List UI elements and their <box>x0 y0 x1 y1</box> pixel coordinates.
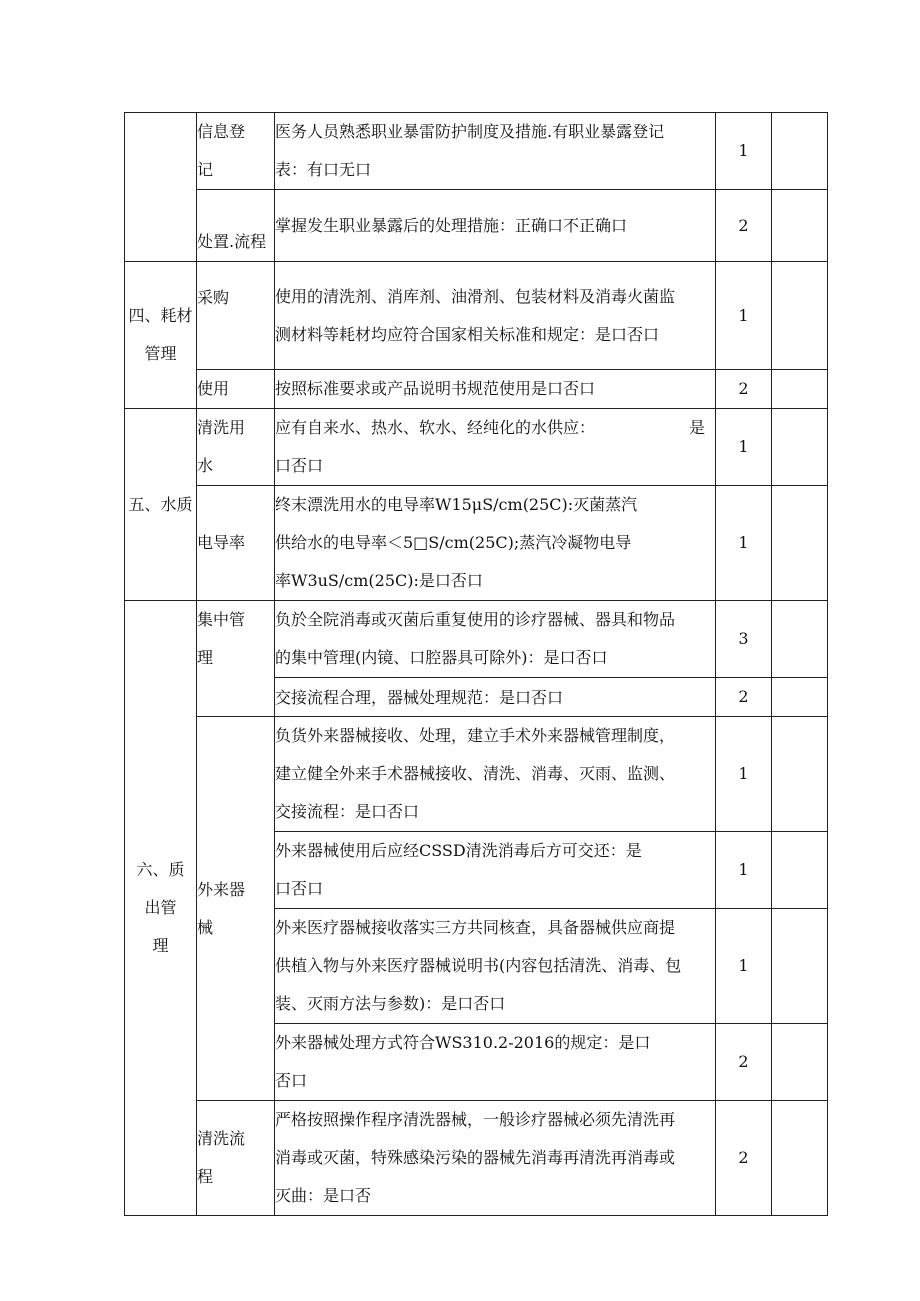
subcategory-cell <box>197 717 275 1101</box>
requirement-line: 表：有口无口 <box>275 160 372 179</box>
score-cell: 1 <box>716 409 772 486</box>
category-cell <box>125 262 197 409</box>
requirement-line: 口否口 <box>275 879 324 898</box>
score-cell: 2 <box>716 1101 772 1216</box>
table-row <box>125 1101 828 1216</box>
requirement-line: 负於全院消毒或灭菌后重复使用的诊疗器械、器具和物品 <box>275 610 676 629</box>
subcategory-line: 处置.流程 <box>197 232 267 251</box>
requirement-line: 交接流程合理，器械处理规范：是口否口 <box>275 687 564 707</box>
score-cell: 1 <box>716 832 772 909</box>
result-cell[interactable] <box>772 370 828 409</box>
subcategory-line: 清洗流 <box>197 1129 246 1148</box>
subcategory-cell <box>197 190 275 262</box>
result-cell[interactable] <box>772 601 828 678</box>
requirement-line: 负货外来器械接收、处理，建立手术外来器械管理制度， <box>275 726 676 745</box>
category-cell <box>125 601 197 1216</box>
table-row <box>125 113 828 190</box>
category-line: 四、耗材 <box>128 306 193 325</box>
requirement-line: 否口 <box>275 1071 308 1090</box>
subcategory-cell <box>197 1101 275 1216</box>
subcategory-line: 信息登 <box>197 122 246 141</box>
requirement-line: 供给水的电导率＜5□S∕cm(25C);蒸汽冷凝物电导 <box>275 533 632 552</box>
result-cell[interactable] <box>772 717 828 832</box>
category-cell <box>125 409 197 601</box>
category-line: 六、质 <box>136 860 185 879</box>
category-line: 管理 <box>144 344 177 363</box>
requirement-cell <box>275 909 716 1024</box>
checklist-page <box>124 112 827 1216</box>
requirement-line: 口否口 <box>275 456 324 475</box>
subcategory-cell <box>197 601 275 717</box>
requirement-line: 医务人员熟悉职业暴雷防护制度及措施.有职业暴露登记 <box>275 122 665 141</box>
requirement-line: 外来器械处理方式符合WS310.2-2016的规定：是口 <box>275 1033 651 1052</box>
table-row <box>125 190 828 262</box>
table-row <box>125 262 828 370</box>
subcategory-cell <box>197 409 275 486</box>
requirement-cell <box>275 370 716 409</box>
subcategory-line: 集中管 <box>197 610 246 629</box>
category-line: 出管 <box>144 898 177 917</box>
score-cell: 2 <box>716 1024 772 1101</box>
result-cell[interactable] <box>772 262 828 370</box>
requirement-line: 外来医疗器械接收落实三方共同核查，具备器械供应商提 <box>275 918 676 937</box>
score-cell: 2 <box>716 678 772 717</box>
subcategory-cell <box>197 370 275 409</box>
requirement-cell <box>275 678 716 717</box>
subcategory-cell <box>197 262 275 370</box>
inspection-table <box>124 112 828 1216</box>
result-cell[interactable] <box>772 909 828 1024</box>
requirement-line: 灭曲：是口否 <box>275 1186 372 1205</box>
subcategory-line: 清洗用 <box>197 418 246 437</box>
requirement-line: 掌握发生职业暴露后的处理措施：正确口不正确口 <box>275 215 628 235</box>
requirement-cell <box>275 1101 716 1216</box>
requirement-line: 严格按照操作程序清洗器械，一般诊疗器械必须先清洗再 <box>275 1110 676 1129</box>
subcategory-cell <box>197 113 275 190</box>
category-cell-blank <box>125 113 197 262</box>
subcategory-line: 使用 <box>197 379 230 398</box>
score-cell: 1 <box>716 717 772 832</box>
requirement-cell <box>275 1024 716 1101</box>
category-line: 理 <box>152 936 169 955</box>
subcategory-cell <box>197 486 275 601</box>
score-cell: 2 <box>716 190 772 262</box>
requirement-line: 装、灭雨方法与参数)：是口否口 <box>275 994 506 1013</box>
subcategory-line: 械 <box>197 917 214 937</box>
requirement-line: 按照标准要求或产品说明书规范使用是口否口 <box>275 379 596 398</box>
table-row <box>125 370 828 409</box>
score-cell: 1 <box>716 486 772 601</box>
result-cell[interactable] <box>772 190 828 262</box>
result-cell[interactable] <box>772 409 828 486</box>
table-row <box>125 717 828 832</box>
requirement-line: 建立健全外来手术器械接收、清洗、消毒、灭雨、监测、 <box>275 764 676 783</box>
result-cell[interactable] <box>772 113 828 190</box>
requirement-answer-yes: 是 <box>688 418 705 437</box>
requirement-line: 终末漂洗用水的电导率W15μS∕cm(25C):灭菌蒸汽 <box>275 495 638 514</box>
subcategory-line: 水 <box>197 456 214 475</box>
requirement-line: 使用的清洗剂、消库剂、油滑剂、包装材料及消毒火菌监 <box>275 286 676 306</box>
subcategory-line: 理 <box>197 648 214 667</box>
result-cell[interactable] <box>772 832 828 909</box>
score-cell: 3 <box>716 601 772 678</box>
subcategory-line: 电导率 <box>197 533 246 552</box>
requirement-line: 供植入物与外来医疗器械说明书(内容包括清洗、消毒、包 <box>275 956 682 975</box>
requirement-cell <box>275 717 716 832</box>
requirement-cell <box>275 832 716 909</box>
requirement-line: 测材料等耗材均应符合国家相关标准和规定：是口否口 <box>275 324 660 344</box>
score-cell: 2 <box>716 370 772 409</box>
requirement-line: 外来器械使用后应经CSSD清洗消毒后方可交还：是 <box>275 841 642 860</box>
requirement-line: 的集中管理(内镜、口腔器具可除外)：是口否口 <box>275 648 608 667</box>
category-line: 五、水质 <box>128 494 193 514</box>
table-row <box>125 486 828 601</box>
result-cell[interactable] <box>772 1101 828 1216</box>
result-cell[interactable] <box>772 678 828 717</box>
subcategory-line: 程 <box>197 1167 214 1186</box>
requirement-line <box>275 409 715 447</box>
requirement-line: 消毒或灭菌，特殊感染污染的器械先消毒再清洗再消毒或 <box>275 1148 676 1167</box>
requirement-cell <box>275 601 716 678</box>
requirement-cell <box>275 409 716 486</box>
score-cell: 1 <box>716 262 772 370</box>
result-cell[interactable] <box>772 1024 828 1101</box>
table-row <box>125 601 828 678</box>
score-cell: 1 <box>716 113 772 190</box>
requirement-line: 交接流程：是口否口 <box>275 802 420 821</box>
requirement-text: 应有自来水、热水、软水、经纯化的水供应： <box>275 418 596 437</box>
table-row <box>125 409 828 486</box>
requirement-cell <box>275 486 716 601</box>
subcategory-line: 采购 <box>197 288 230 307</box>
requirement-cell <box>275 190 716 262</box>
result-cell[interactable] <box>772 486 828 601</box>
requirement-line: 率W3uS∕cm(25C):是口否口 <box>275 571 483 590</box>
requirement-cell <box>275 262 716 370</box>
score-cell: 1 <box>716 909 772 1024</box>
subcategory-line: 记 <box>197 160 214 179</box>
subcategory-line: 外来器 <box>197 879 246 899</box>
requirement-cell <box>275 113 716 190</box>
